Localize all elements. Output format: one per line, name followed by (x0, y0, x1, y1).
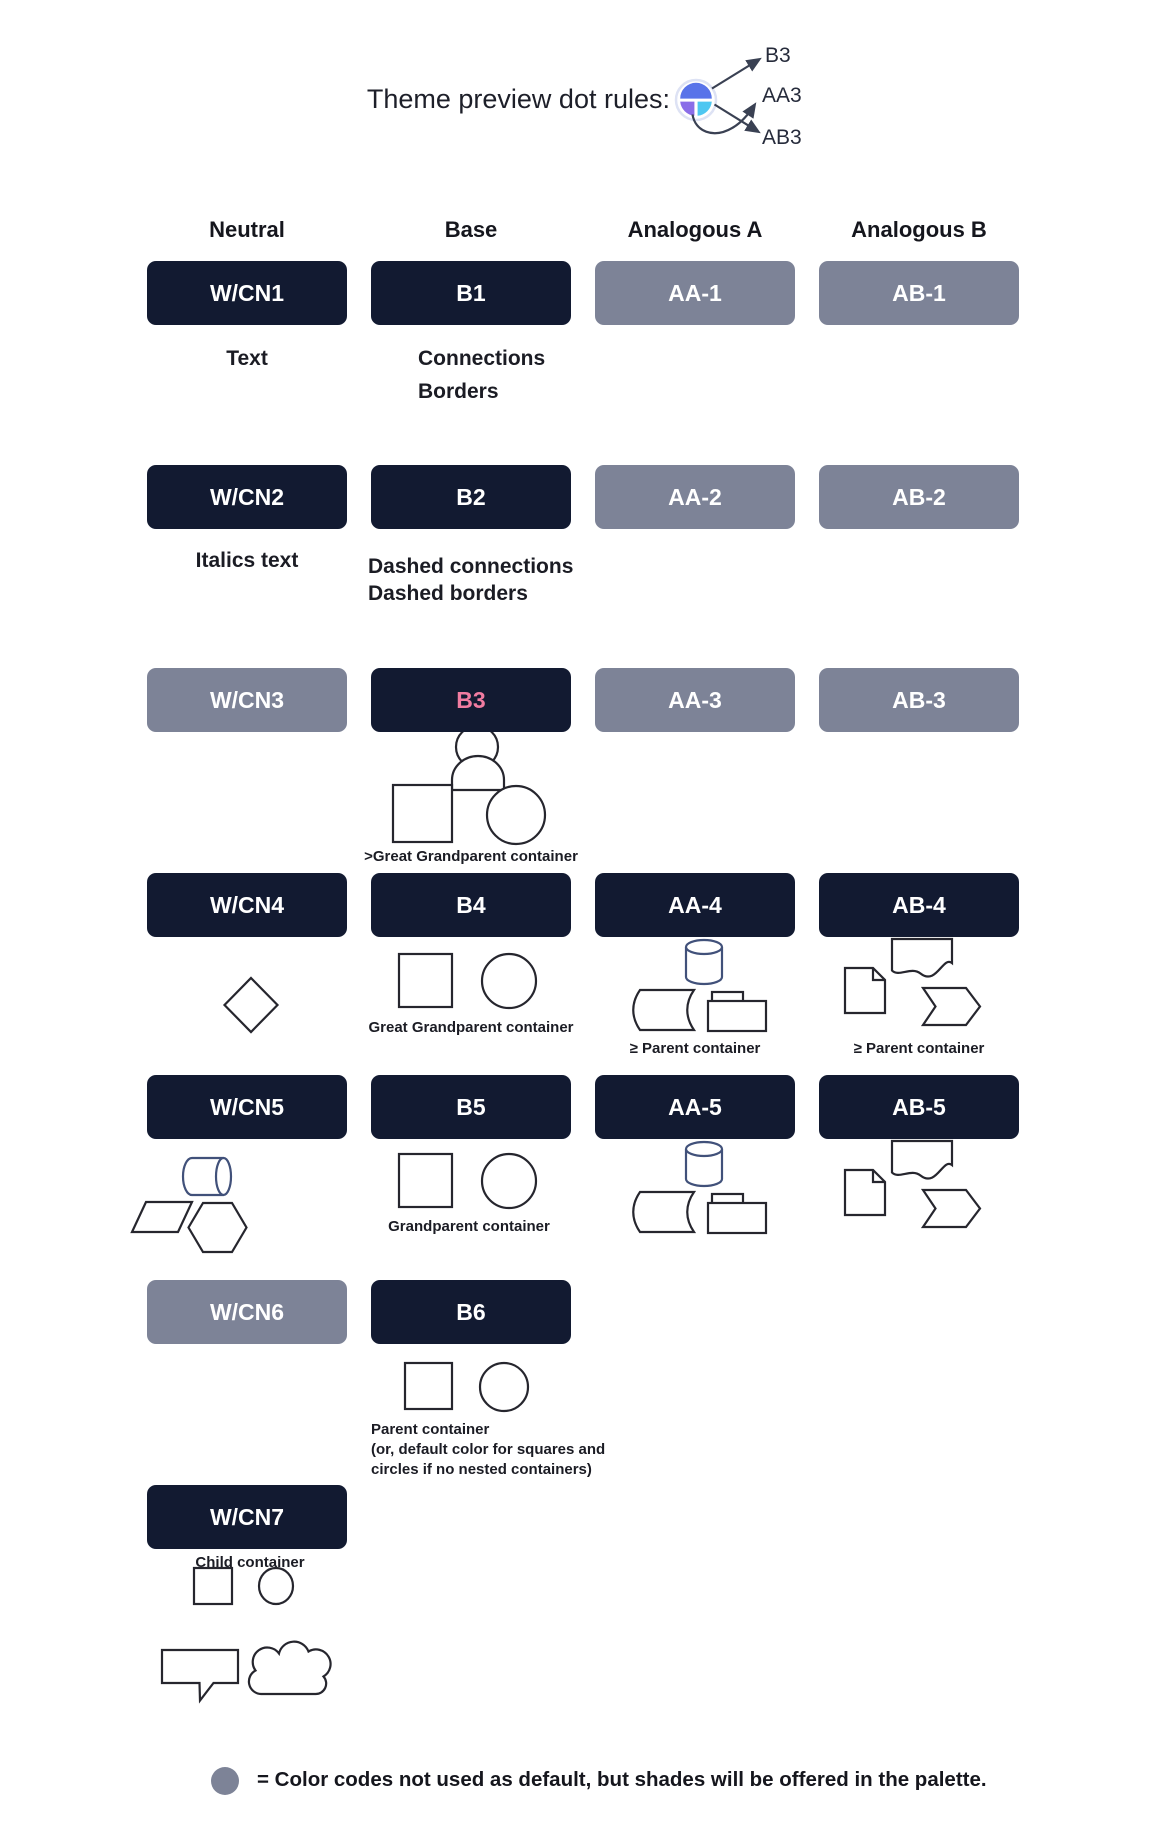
square-icon (194, 1568, 232, 1604)
footer-note: = Color codes not used as default, but shades will be offered in the palette. (257, 1768, 987, 1791)
hexagon-icon (189, 1203, 247, 1252)
dot-rule-label-ab3: AB3 (762, 126, 802, 149)
ab5-shapes (845, 1141, 980, 1227)
swatch-ab3: AB-3 (819, 668, 1019, 732)
swatch-wcn3: W/CN3 (147, 668, 347, 732)
swatch-aa1: AA-1 (595, 261, 795, 325)
swatch-wcn1: W/CN1 (147, 261, 347, 325)
wcn7-shapes (162, 1568, 331, 1701)
swatch-wcn2: W/CN2 (147, 465, 347, 529)
dot-rule-label-b3: B3 (765, 44, 791, 67)
ab4-shapes (845, 939, 980, 1025)
b4-shapes (399, 954, 536, 1008)
wcn5-shapes (132, 1158, 247, 1252)
wavy-document-icon (892, 939, 952, 977)
square-icon (399, 1154, 452, 1207)
circle-icon (487, 786, 545, 844)
swatch-aa5: AA-5 (595, 1075, 795, 1139)
caption-ab4: ≥ Parent container (853, 1040, 985, 1057)
caption-aa4: ≥ Parent container (629, 1040, 761, 1057)
person-body-icon (452, 756, 504, 790)
tabbed-rectangle-icon (708, 992, 766, 1031)
caption-child: Child container (195, 1554, 305, 1571)
square-icon (405, 1363, 452, 1409)
swatch-ab4: AB-4 (819, 873, 1019, 937)
curved-rectangle-icon (633, 1192, 694, 1232)
swatch-ab1: AB-1 (819, 261, 1019, 325)
arrow-to-b3 (712, 60, 759, 89)
circle-icon (482, 1154, 536, 1208)
caption-italics-text: Italics text (195, 549, 299, 572)
column-header-neutral: Neutral (209, 217, 285, 242)
document-icon (845, 1170, 885, 1215)
caption-text: Text (226, 347, 268, 370)
b6-shapes (405, 1363, 528, 1411)
caption-dashed: Dashed connections Dashed borders (368, 555, 574, 605)
cylinder-icon (686, 940, 722, 984)
dot-rule-label-aa3: AA3 (762, 84, 802, 107)
swatch-wcn6: W/CN6 (147, 1280, 347, 1344)
swatch-b4: B4 (371, 873, 571, 937)
swatch-b1: B1 (371, 261, 571, 325)
diamond-icon (225, 978, 278, 1032)
circle-icon (480, 1363, 528, 1411)
tabbed-rectangle-icon (708, 1194, 766, 1233)
column-header-base: Base (444, 217, 498, 242)
aa4-shapes (633, 940, 766, 1031)
swatch-b6: B6 (371, 1280, 571, 1344)
caption-b3: >Great Grandparent container (364, 848, 578, 865)
theme-dot-icon (676, 80, 716, 120)
chevron-icon (923, 988, 980, 1025)
page-title: Theme preview dot rules: (366, 84, 670, 114)
circle-icon (482, 954, 536, 1008)
swatch-b5: B5 (371, 1075, 571, 1139)
swatch-aa3: AA-3 (595, 668, 795, 732)
circle-icon (259, 1568, 293, 1604)
parallelogram-icon (132, 1202, 192, 1232)
horizontal-cylinder-icon (183, 1158, 231, 1195)
document-icon (845, 968, 885, 1013)
swatch-wcn4: W/CN4 (147, 873, 347, 937)
swatch-wcn7: W/CN7 (147, 1485, 347, 1549)
cloud-icon (249, 1642, 331, 1694)
b5-shapes (399, 1154, 536, 1208)
swatch-ab5: AB-5 (819, 1075, 1019, 1139)
caption-connections-borders: Connections Borders (418, 347, 546, 403)
column-header-analogous-b: Analogous B (851, 217, 987, 242)
swatch-b3: B3 (371, 668, 571, 732)
swatch-aa4: AA-4 (595, 873, 795, 937)
swatch-wcn5: W/CN5 (147, 1075, 347, 1139)
wavy-document-icon (892, 1141, 952, 1179)
swatch-b2: B2 (371, 465, 571, 529)
caption-b4: Great Grandparent container (368, 1019, 574, 1036)
cylinder-icon (686, 1142, 722, 1186)
curved-rectangle-icon (633, 990, 694, 1030)
aa5-shapes (633, 1142, 766, 1233)
square-icon (393, 785, 452, 842)
swatch-aa2: AA-2 (595, 465, 795, 529)
caption-b5: Grandparent container (388, 1218, 550, 1235)
column-header-analogous-a: Analogous A (627, 217, 763, 242)
swatch-ab2: AB-2 (819, 465, 1019, 529)
b3-shapes (393, 726, 545, 844)
square-icon (399, 954, 452, 1007)
caption-b6: Parent container (or, default color for squares and circles if no nested containers) (371, 1421, 606, 1478)
chevron-icon (923, 1190, 980, 1227)
speech-bubble-icon (162, 1650, 238, 1701)
gray-dot-icon (211, 1767, 239, 1795)
